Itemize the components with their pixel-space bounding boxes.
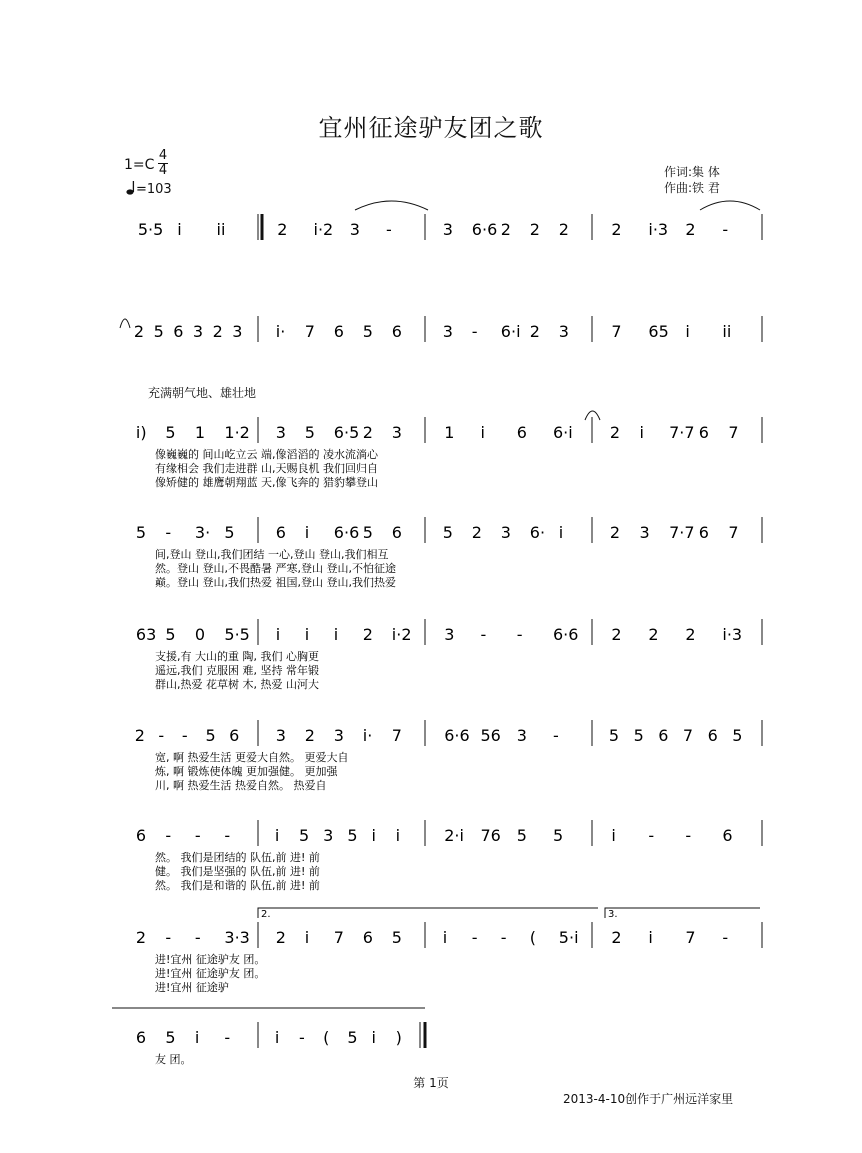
lyric-line: 间,登山 登山,我们团结 一心,登山 登山,我们相互 xyxy=(155,548,389,561)
note-token: 6 xyxy=(135,1028,147,1047)
note-token: 2 xyxy=(529,322,540,341)
note-token: 2 xyxy=(611,625,622,644)
score-system xyxy=(136,417,762,489)
note-token: 6·6 xyxy=(553,625,579,644)
note-token: 2 xyxy=(611,928,622,947)
note-token: 2 xyxy=(500,220,511,239)
note-token: i xyxy=(274,826,280,845)
note-token: 2 xyxy=(611,220,622,239)
note-token: i xyxy=(611,826,616,845)
note-token: - xyxy=(480,625,487,644)
note-token: 6 xyxy=(135,826,147,845)
note-token: 3 xyxy=(558,322,569,341)
note-token: 6·6 xyxy=(333,523,360,542)
note-token: i xyxy=(371,826,376,845)
note-token: i·3 xyxy=(648,220,669,239)
note-token: 1 xyxy=(444,423,455,442)
note-token: 5 xyxy=(165,625,176,644)
note-token: i xyxy=(304,523,310,542)
slur-mark xyxy=(700,201,760,210)
lyric-line: 进!宜州 征途驴友 团。 xyxy=(155,953,266,966)
lyric-line: 川, 啊 热爱生活 热爱自然。 热爱自 xyxy=(155,779,327,792)
note-token: 7 xyxy=(304,322,315,341)
note-token: 3 xyxy=(639,523,650,542)
note-token: 6 xyxy=(722,826,733,845)
composition-date-note: 2013-4-10创作于广州远洋家里 xyxy=(563,1092,734,1106)
slur-mark xyxy=(355,201,428,210)
note-token: 3 xyxy=(323,826,334,845)
note-token: 6 xyxy=(173,322,184,341)
note-token: 3 xyxy=(500,523,511,542)
note-token: - xyxy=(722,220,729,239)
note-token: 7·7 xyxy=(669,523,695,542)
note-token: 3 xyxy=(333,726,344,745)
note-token: i xyxy=(304,928,310,947)
note-token: 2 xyxy=(133,322,145,341)
note-token: i xyxy=(274,1028,280,1047)
note-token: - xyxy=(553,726,559,745)
note-token: 2 xyxy=(648,625,659,644)
note-token: 5 xyxy=(135,523,147,542)
score-system xyxy=(135,720,762,792)
note-token: 5 xyxy=(608,726,620,745)
note-token: 0 xyxy=(194,625,206,644)
note-token: 3 xyxy=(442,322,453,341)
note-token: 2 xyxy=(362,423,373,442)
slur-mark xyxy=(120,319,130,328)
note-token: 5·5 xyxy=(137,220,164,239)
note-token: 3 xyxy=(391,423,402,442)
tempo-value: =103 xyxy=(136,182,172,197)
note-token: 5 xyxy=(153,322,164,341)
note-token: 6 xyxy=(333,322,344,341)
lyric-line: 像矫健的 雄鹰朝翔蓝 天,像飞奔的 猎豹攀登山 xyxy=(155,476,378,489)
lyric-line: 群山,热爱 花草树 木, 热爱 山河大 xyxy=(155,678,319,691)
note-token: ( xyxy=(323,1028,330,1047)
note-token: - xyxy=(685,826,692,845)
note-token: 2 xyxy=(471,523,482,542)
volta-label: 2. xyxy=(261,909,271,920)
note-token: 7 xyxy=(611,322,622,341)
note-token: 6 xyxy=(391,523,402,542)
note-token: 2 xyxy=(275,928,286,947)
note-token: i xyxy=(558,523,564,542)
song-title: 宜州征途驴友团之歌 xyxy=(318,114,544,142)
lyric-line: 炼, 啊 锻炼使体魄 更加强健。 更加强 xyxy=(155,765,338,778)
note-token: 63 xyxy=(135,625,157,644)
note-token: 6 xyxy=(707,726,718,745)
note-token: 56 xyxy=(480,726,501,745)
lyric-line: 宽, 啊 热爱生活 更爱大自然。 更爱大自 xyxy=(155,751,349,764)
note-token: 6 xyxy=(362,928,373,947)
note-token: 2 xyxy=(685,625,696,644)
note-token: - xyxy=(722,928,729,947)
lyric-line: 有缘相会 我们走进群 山,天赐良机 我们回归自 xyxy=(155,462,378,475)
score-system xyxy=(136,820,762,892)
note-token: - xyxy=(471,928,478,947)
lyricist: 作词:集 体 xyxy=(664,165,720,179)
note-token: 2 xyxy=(558,220,569,239)
note-token: - xyxy=(516,625,523,644)
lyric-line: 进!宜州 征途驴友 团。 xyxy=(155,967,266,980)
note-token: 5 xyxy=(165,1028,176,1047)
note-token: - xyxy=(224,826,231,845)
note-token: i xyxy=(194,1028,200,1047)
note-token: i xyxy=(275,625,281,644)
note-token: i xyxy=(442,928,448,947)
note-token: 5 xyxy=(442,523,453,542)
note-token: 2 xyxy=(134,726,145,745)
note-token: 5 xyxy=(299,826,310,845)
note-token: 3· xyxy=(194,523,211,542)
note-token: 5 xyxy=(516,826,527,845)
note-token: 5·5 xyxy=(224,625,250,644)
lyric-line: 巅。登山 登山,我们热爱 祖国,登山 登山,我们热爱 xyxy=(155,576,396,589)
note-token: i xyxy=(371,1028,376,1047)
note-token: 5 xyxy=(224,523,235,542)
lyric-line: 像巍巍的 间山屹立云 端,像滔滔的 凌水流淌心 xyxy=(155,448,378,461)
note-token: 6·6 xyxy=(444,726,470,745)
note-token: 2 xyxy=(685,220,696,239)
lyric-line: 进!宜州 征途驴 xyxy=(155,981,229,994)
note-token: 5 xyxy=(347,826,358,845)
note-token: i·3 xyxy=(722,625,743,644)
note-token: i xyxy=(333,625,339,644)
note-token: 1·2 xyxy=(224,423,250,442)
note-token: i·2 xyxy=(313,220,334,239)
note-token: 65 xyxy=(648,322,669,341)
note-token: ii xyxy=(722,322,732,341)
note-token: 3 xyxy=(444,625,455,644)
note-token: 2·i xyxy=(444,826,464,845)
note-token: ( xyxy=(529,928,537,947)
note-token: - xyxy=(194,826,201,845)
note-token: i xyxy=(304,625,310,644)
note-token: i) xyxy=(135,423,147,442)
note-token: 6 xyxy=(698,523,709,542)
note-token: 6 xyxy=(275,523,286,542)
note-token: 3 xyxy=(442,220,453,239)
note-token: - xyxy=(181,726,188,745)
note-token: 3 xyxy=(192,322,204,341)
note-token: 5 xyxy=(732,726,743,745)
note-token: - xyxy=(648,826,655,845)
expression-annotation: 充满朝气地、雄壮地 xyxy=(148,386,257,400)
lyric-line: 然。 我们是和谐的 队伍,前 进! 前 xyxy=(155,879,320,892)
note-token: 6·6 xyxy=(471,220,498,239)
note-token: 6 xyxy=(391,322,402,341)
volta-bracket xyxy=(605,908,760,918)
note-token: i xyxy=(639,423,644,442)
note-token: 6·5 xyxy=(333,423,360,442)
note-token: 6 xyxy=(698,423,709,442)
note-token: - xyxy=(299,1028,305,1047)
score-system xyxy=(136,1022,425,1066)
composer: 作曲:铁 君 xyxy=(664,181,720,195)
note-token: 3 xyxy=(275,423,286,442)
note-token: 2 xyxy=(529,220,540,239)
score-system xyxy=(136,619,762,691)
note-token: i· xyxy=(362,726,373,745)
lyric-line: 支援,有 大山的重 陶, 我们 心胸更 xyxy=(155,650,319,663)
note-token: 6 xyxy=(516,423,527,442)
note-token: - xyxy=(500,928,507,947)
note-token: 3 xyxy=(349,220,360,239)
note-token: 1 xyxy=(194,423,206,442)
note-token: 2 xyxy=(362,625,373,644)
note-token: 5 xyxy=(391,928,402,947)
note-token: - xyxy=(194,928,201,947)
note-token: i· xyxy=(275,322,286,341)
note-token: 6· xyxy=(529,523,546,542)
note-token: 3 xyxy=(232,322,243,341)
score-system xyxy=(138,214,762,240)
note-token: 3 xyxy=(275,726,286,745)
score-system xyxy=(136,517,762,589)
note-token: 6 xyxy=(658,726,669,745)
note-token: 7 xyxy=(685,928,696,947)
note-token: - xyxy=(158,726,165,745)
note-token: 2 xyxy=(277,220,288,239)
lyric-line: 健。 我们是坚强的 队伍,前 进! 前 xyxy=(155,865,320,878)
note-token: - xyxy=(471,322,478,341)
lyric-line: 遥远,我们 克服困 难, 坚持 常年锻 xyxy=(155,664,319,677)
note-token: 2 xyxy=(304,726,315,745)
lyric-line: 然。 我们是团结的 队伍,前 进! 前 xyxy=(155,851,320,864)
note-token: 5 xyxy=(165,423,176,442)
time-signature-top: 4 xyxy=(158,148,168,163)
note-token: 5 xyxy=(205,726,216,745)
note-token: 2 xyxy=(135,928,147,947)
note-token: 5 xyxy=(362,523,373,542)
note-token: 7 xyxy=(682,726,694,745)
note-token: 5 xyxy=(362,322,373,341)
note-token: ii xyxy=(216,220,226,239)
note-token: i xyxy=(177,220,182,239)
note-token: i xyxy=(395,826,401,845)
note-token: 7 xyxy=(728,423,739,442)
time-signature-bottom: 4 xyxy=(158,163,168,178)
note-token: 5 xyxy=(304,423,315,442)
note-token: 6·i xyxy=(500,322,521,341)
note-token: i·2 xyxy=(391,625,412,644)
note-token: 2 xyxy=(212,322,223,341)
lyric-line: 然。登山 登山,不畏酷暑 严寒,登山 登山,不怕征途 xyxy=(155,562,396,575)
score-system xyxy=(136,908,762,994)
note-token: 2 xyxy=(609,523,621,542)
note-token: 5·i xyxy=(558,928,579,947)
note-token: i xyxy=(685,322,690,341)
note-token: - xyxy=(224,1028,231,1047)
volta-label: 3. xyxy=(608,909,618,920)
note-token: 5 xyxy=(553,826,564,845)
note-token: i xyxy=(480,423,485,442)
note-token: 2 xyxy=(609,423,621,442)
note-token: 7 xyxy=(728,523,739,542)
volta-bracket xyxy=(258,908,598,918)
note-token: 7 xyxy=(391,726,402,745)
note-token: ) xyxy=(395,1028,402,1047)
note-token: 5 xyxy=(633,726,644,745)
page-number: 第 1页 xyxy=(413,1076,449,1090)
score-system xyxy=(134,316,762,342)
note-token: - xyxy=(165,523,172,542)
note-token: i xyxy=(648,928,653,947)
note-token: - xyxy=(386,220,392,239)
note-token: 3·3 xyxy=(224,928,250,947)
note-token: 6·i xyxy=(553,423,573,442)
note-token: 5 xyxy=(347,1028,358,1047)
note-token: 76 xyxy=(480,826,501,845)
note-token: 3 xyxy=(516,726,527,745)
note-token: 7·7 xyxy=(669,423,695,442)
note-token: 6 xyxy=(229,726,240,745)
key-signature: 1=C xyxy=(124,157,155,173)
note-token: - xyxy=(165,928,172,947)
note-token: - xyxy=(165,826,172,845)
note-token: 7 xyxy=(333,928,344,947)
lyric-line: 友 团。 xyxy=(155,1053,192,1066)
